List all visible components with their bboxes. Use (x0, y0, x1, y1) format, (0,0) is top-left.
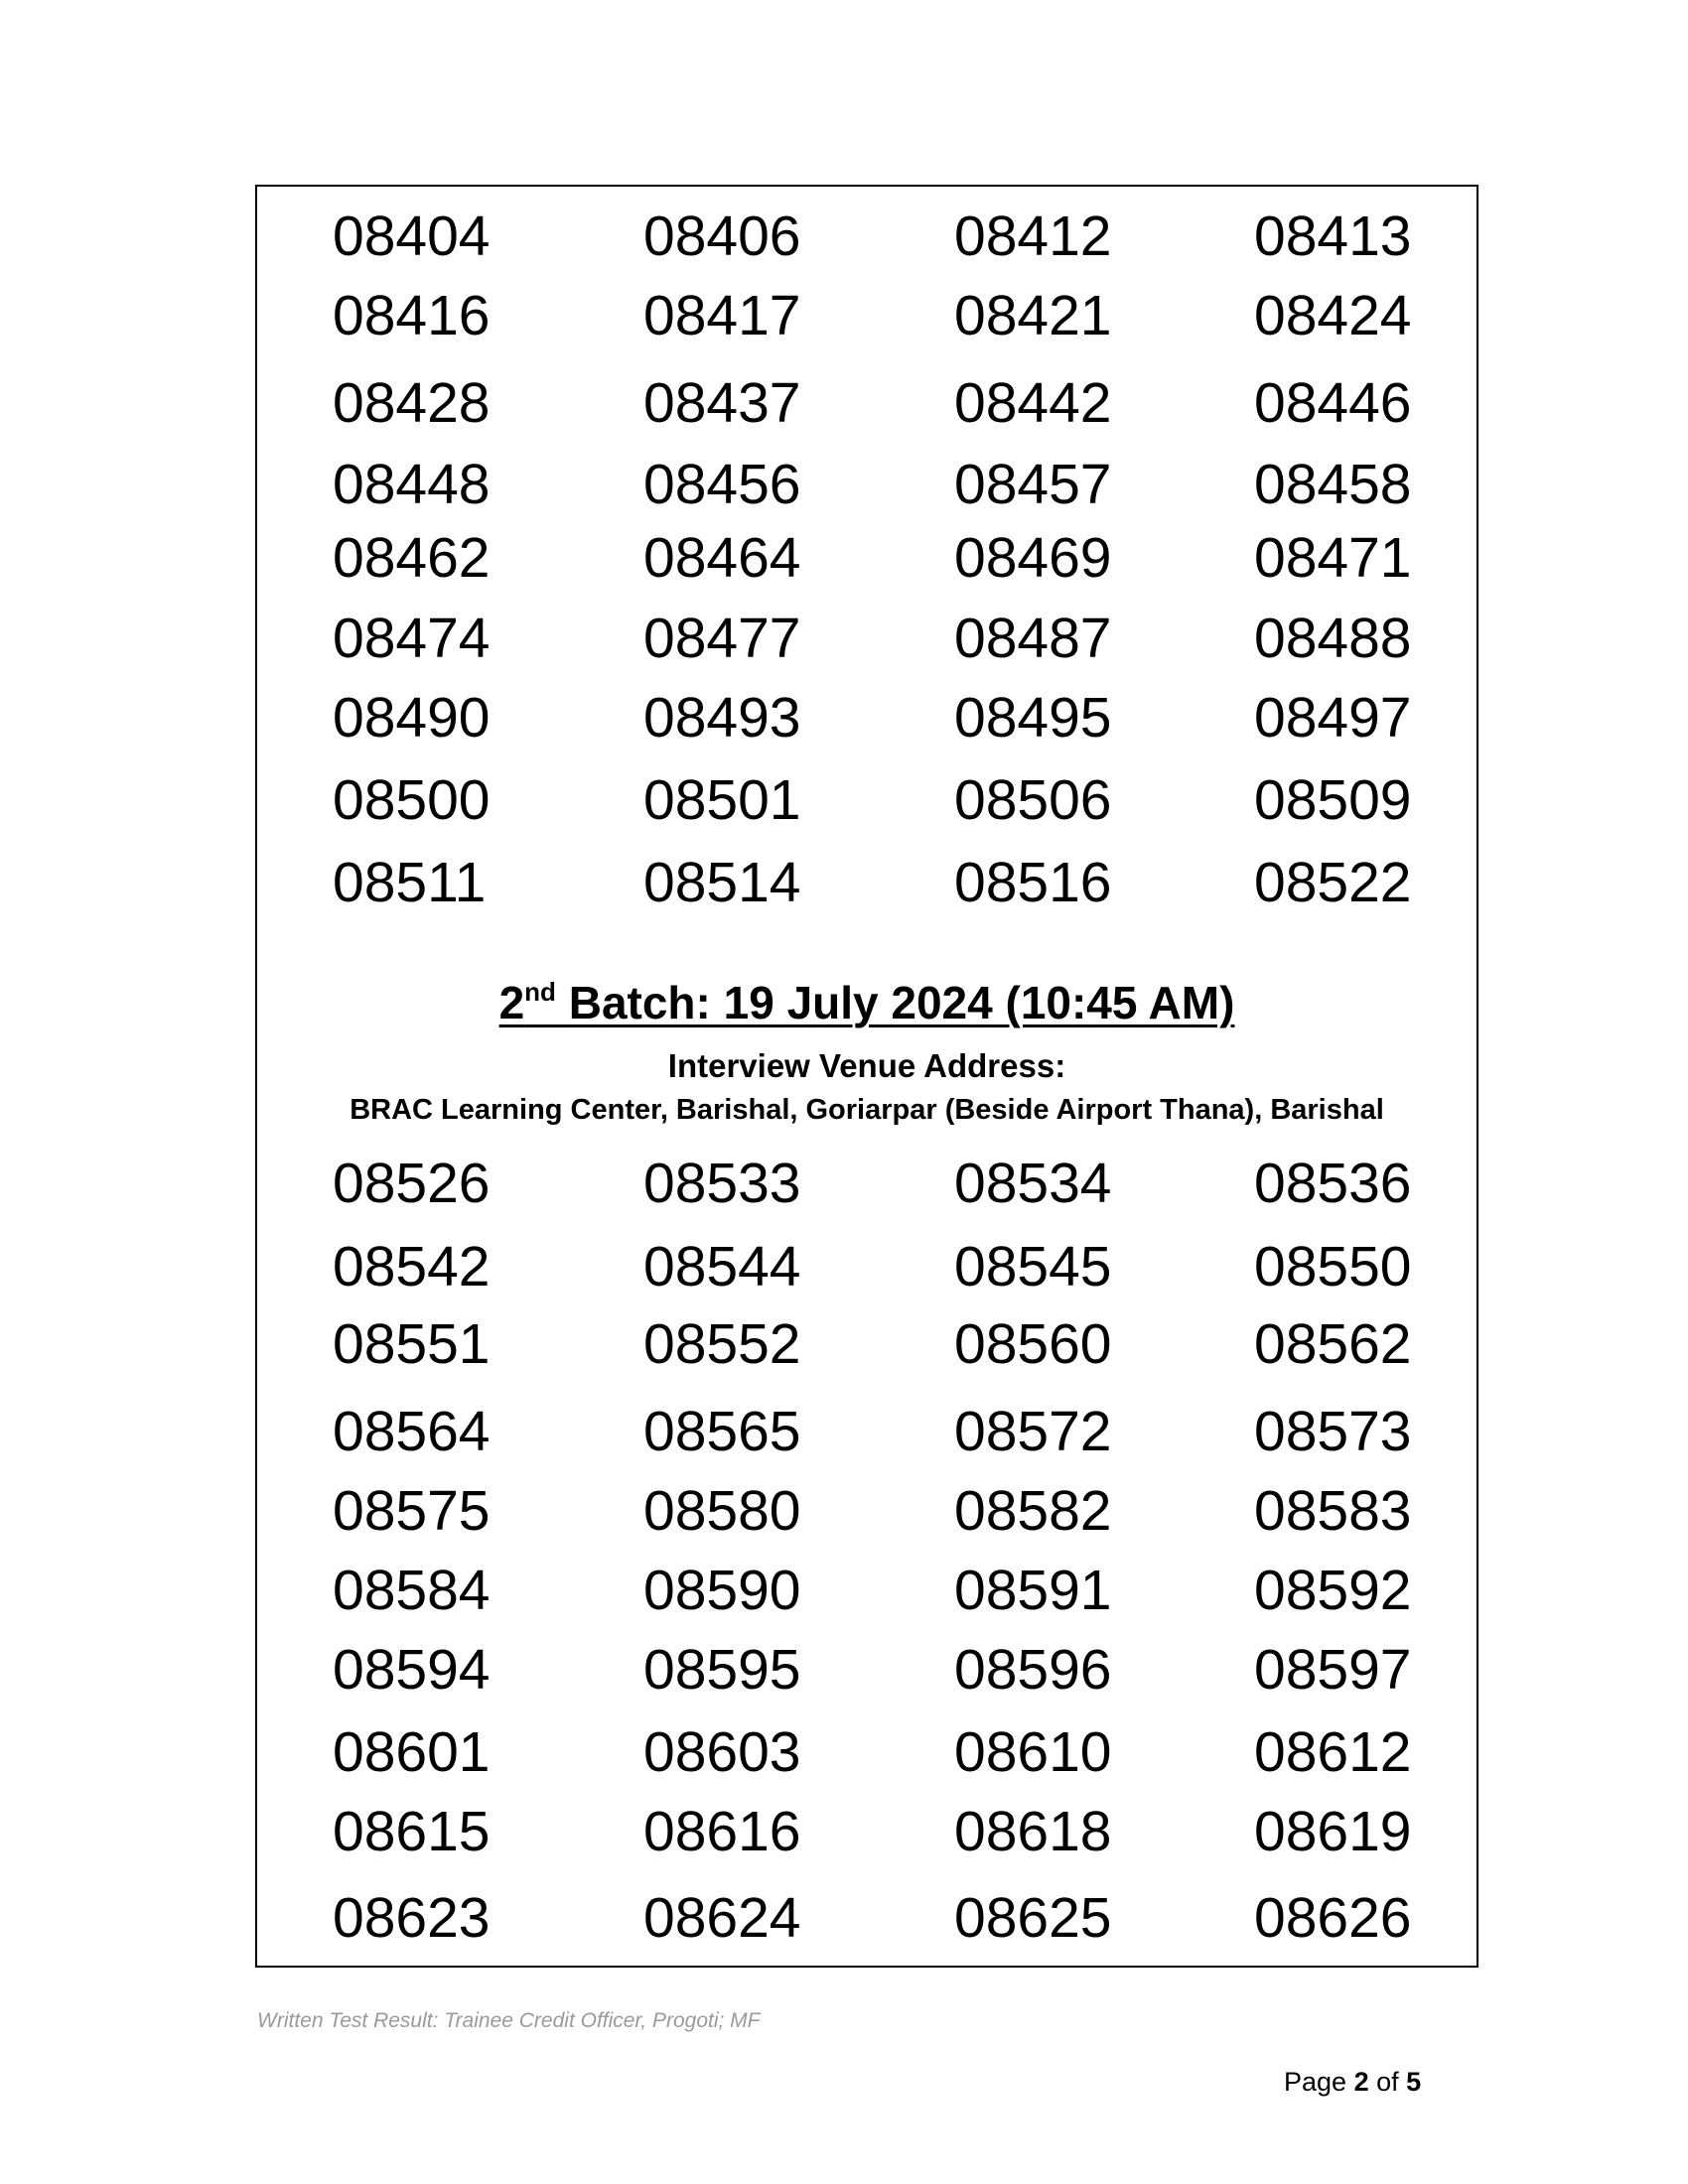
venue-address: BRAC Learning Center, Barishal, Goriarpar (Beside Airport Thana), Barishal (350, 1094, 1384, 1126)
roll-number: 08616 (643, 1800, 801, 1863)
roll-number: 08497 (1254, 686, 1412, 750)
roll-number: 08542 (333, 1235, 491, 1298)
roll-number: 08522 (1254, 851, 1412, 914)
results-frame (255, 185, 1478, 1968)
roll-number: 08534 (954, 1152, 1112, 1215)
roll-number: 08437 (643, 371, 801, 435)
roll-number: 08421 (954, 284, 1112, 347)
roll-number: 08573 (1254, 1400, 1412, 1463)
roll-number: 08495 (954, 686, 1112, 750)
table-row (257, 455, 1477, 514)
page-number (1284, 2067, 1421, 2098)
roll-number: 08550 (1254, 1235, 1412, 1298)
roll-number: 08619 (1254, 1800, 1412, 1863)
roll-number: 08596 (954, 1638, 1112, 1702)
table-row (257, 1237, 1477, 1297)
roll-number: 08511 (333, 851, 487, 914)
table-row (257, 373, 1477, 433)
roll-number: 08594 (333, 1638, 491, 1702)
roll-number: 08456 (643, 453, 801, 516)
table-row (257, 286, 1477, 345)
footer-note: Written Test Result: Trainee Credit Officer, Progoti; MF (257, 2009, 761, 2032)
batch-title: Batch: 19 July 2024 (10:45 AM) (555, 977, 1235, 1028)
roll-number: 08471 (1254, 526, 1412, 590)
roll-number: 08624 (643, 1886, 801, 1950)
roll-number: 08533 (643, 1152, 801, 1215)
roll-number: 08612 (1254, 1720, 1412, 1784)
roll-number: 08458 (1254, 453, 1412, 516)
venue-label: Interview Venue Address: (667, 1047, 1066, 1084)
roll-number: 08625 (954, 1886, 1112, 1950)
batch-number: 2 (498, 977, 525, 1028)
roll-number: 08457 (954, 453, 1112, 516)
table-row (257, 1314, 1477, 1374)
table-row (257, 1888, 1477, 1948)
roll-number: 08464 (643, 526, 801, 590)
roll-number: 08493 (643, 686, 801, 750)
page-total: 5 (1406, 2067, 1422, 2097)
roll-number: 08501 (643, 768, 801, 832)
page-mid: of (1368, 2067, 1407, 2097)
table-row (257, 1561, 1477, 1620)
roll-number: 08562 (1254, 1312, 1412, 1376)
roll-number: 08417 (643, 284, 801, 347)
batch-ordinal-suffix: nd (524, 977, 556, 1007)
roll-number: 08545 (954, 1235, 1112, 1298)
roll-number: 08618 (954, 1800, 1112, 1863)
roll-number: 08544 (643, 1235, 801, 1298)
roll-number: 08603 (643, 1720, 801, 1784)
roll-number: 08448 (333, 453, 491, 516)
roll-number: 08474 (333, 607, 491, 670)
roll-number: 08514 (643, 851, 801, 914)
table-row (257, 1154, 1477, 1213)
roll-number: 08413 (1254, 205, 1412, 268)
roll-number: 08424 (1254, 284, 1412, 347)
roll-number: 08582 (954, 1479, 1112, 1543)
roll-number: 08626 (1254, 1886, 1412, 1950)
roll-number: 08509 (1254, 768, 1412, 832)
roll-number: 08551 (333, 1312, 491, 1376)
roll-number: 08526 (333, 1152, 491, 1215)
roll-number: 08477 (643, 607, 801, 670)
roll-number: 08583 (1254, 1479, 1412, 1543)
roll-number: 08572 (954, 1400, 1112, 1463)
table-row (257, 609, 1477, 668)
roll-number: 08506 (954, 768, 1112, 832)
roll-number: 08560 (954, 1312, 1112, 1376)
page-prefix: Page (1284, 2067, 1354, 2097)
roll-number: 08446 (1254, 371, 1412, 435)
roll-number: 08412 (954, 205, 1112, 268)
roll-number: 08590 (643, 1559, 801, 1622)
roll-number: 08416 (333, 284, 491, 347)
table-row (257, 528, 1477, 588)
roll-number: 08575 (333, 1479, 491, 1543)
roll-number: 08615 (333, 1800, 491, 1863)
roll-number: 08591 (954, 1559, 1112, 1622)
table-row (257, 206, 1477, 266)
page-current: 2 (1353, 2067, 1369, 2097)
roll-number: 08404 (333, 205, 491, 268)
roll-number: 08462 (333, 526, 491, 590)
roll-number: 08536 (1254, 1152, 1412, 1215)
roll-number: 08487 (954, 607, 1112, 670)
roll-number: 08623 (333, 1886, 491, 1950)
roll-number: 08565 (643, 1400, 801, 1463)
roll-number: 08488 (1254, 607, 1412, 670)
table-row (257, 770, 1477, 830)
table-row (257, 1722, 1477, 1782)
roll-number: 08595 (643, 1638, 801, 1702)
roll-number: 08584 (333, 1559, 491, 1622)
roll-number: 08601 (333, 1720, 491, 1784)
roll-number: 08442 (954, 371, 1112, 435)
roll-number: 08592 (1254, 1559, 1412, 1622)
batch-heading (257, 975, 1477, 1030)
roll-number: 08564 (333, 1400, 491, 1463)
roll-number: 08552 (643, 1312, 801, 1376)
table-row (257, 1640, 1477, 1700)
roll-number: 08516 (954, 851, 1112, 914)
roll-number: 08500 (333, 768, 491, 832)
roll-number: 08469 (954, 526, 1112, 590)
roll-number: 08490 (333, 686, 491, 750)
table-row (257, 1402, 1477, 1461)
table-row (257, 853, 1477, 912)
table-row (257, 1802, 1477, 1861)
roll-number: 08428 (333, 371, 491, 435)
table-row (257, 1481, 1477, 1541)
roll-number: 08610 (954, 1720, 1112, 1784)
roll-number: 08580 (643, 1479, 801, 1543)
roll-number: 08597 (1254, 1638, 1412, 1702)
roll-number: 08406 (643, 205, 801, 268)
table-row (257, 688, 1477, 748)
